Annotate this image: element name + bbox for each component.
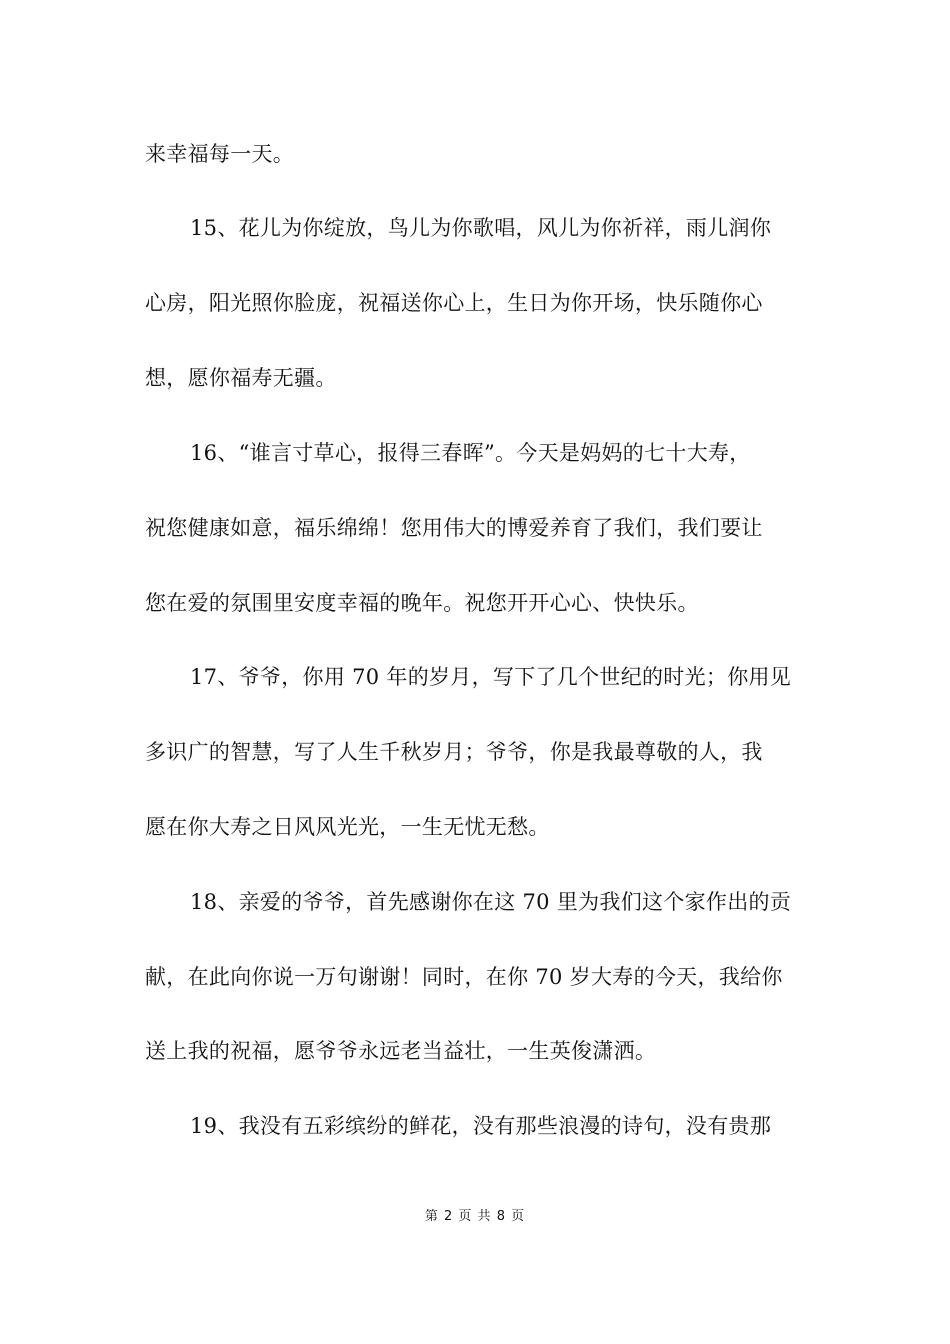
- paragraph-line: 17、爷爷，你用 70 年的岁月，写下了几个世纪的时光；你用见: [190, 665, 792, 689]
- paragraph-line: 来幸福每一天。: [145, 142, 295, 166]
- paragraph-line: 祝您健康如意，福乐绵绵！您用伟大的博爱养育了我们，我们要让: [145, 516, 763, 540]
- paragraph-line: 18、亲爱的爷爷，首先感谢你在这 70 里为我们这个家作出的贡: [190, 890, 792, 914]
- paragraph-line: 16、“谁言寸草心，报得三春晖”。今天是妈妈的七十大寿，: [190, 441, 751, 465]
- paragraph-line: 献，在此向你说一万句谢谢！同时，在你 70 岁大寿的今天，我给你: [145, 965, 783, 989]
- paragraph-line: 心房，阳光照你脸庞，祝福送你心上，生日为你开场，快乐随你心: [145, 291, 763, 315]
- paragraph-line: 15、花儿为你绽放，鸟儿为你歌唱，风儿为你祈祥，雨儿润你: [190, 216, 772, 240]
- paragraph-line: 想，愿你福寿无疆。: [145, 366, 337, 390]
- paragraph-line: 愿在你大寿之日风风光光，一生无忧无愁。: [145, 815, 550, 839]
- paragraph-line: 送上我的祝福，愿爷爷永远老当益壮，一生英俊潇洒。: [145, 1039, 657, 1063]
- paragraph-line: 您在爱的氛围里安度幸福的晚年。祝您开开心心、快快乐。: [145, 591, 699, 615]
- page-number-footer: 第 2 页 共 8 页: [424, 1209, 526, 1224]
- paragraph-line: 多识广的智慧，写了人生千秋岁月；爷爷，你是我最尊敬的人，我: [145, 740, 763, 764]
- paragraph-line: 19、我没有五彩缤纷的鲜花，没有那些浪漫的诗句，没有贵那: [190, 1114, 772, 1138]
